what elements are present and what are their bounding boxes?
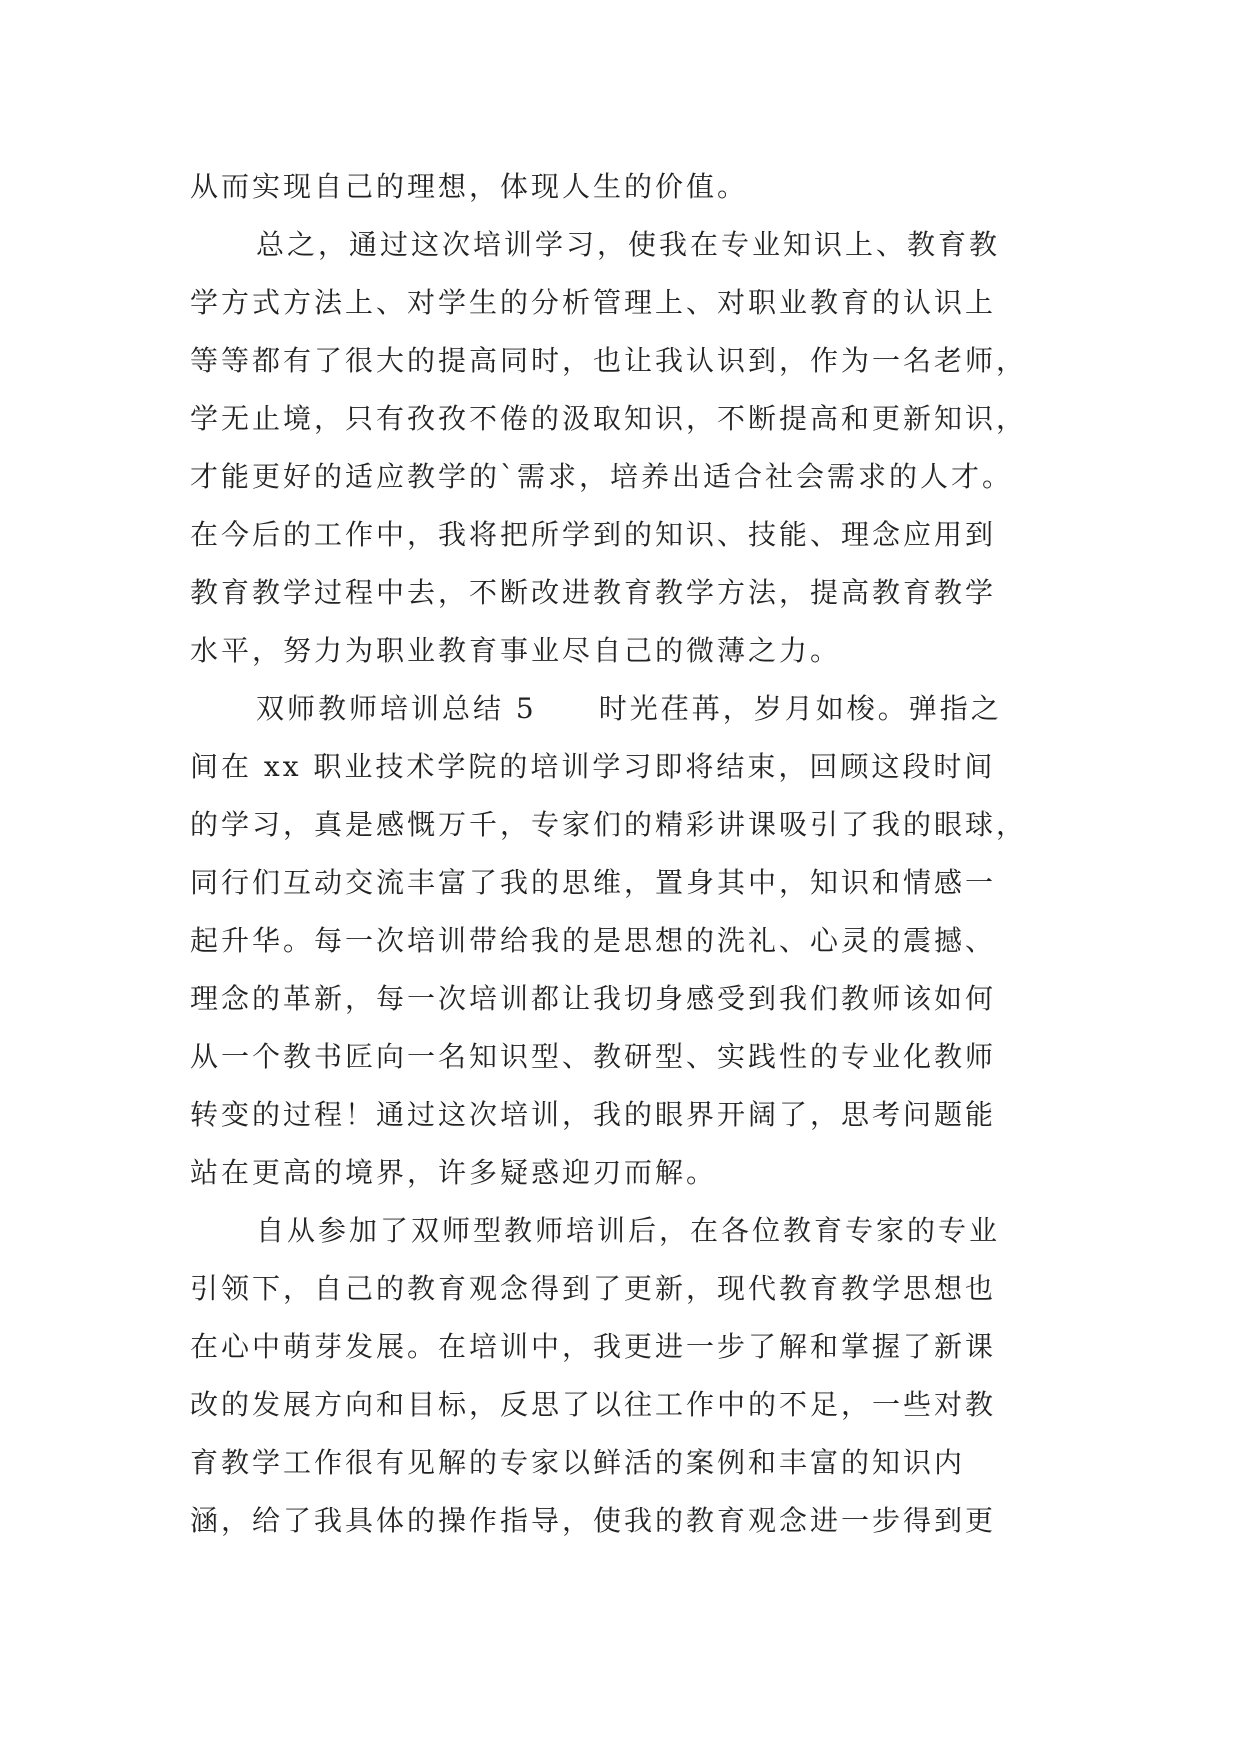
body-text	[190, 158, 1070, 1550]
text-line: 从一个教书匠向一名知识型、教研型、实践性的专业化教师	[190, 1040, 997, 1073]
text-line: 间在 xx 职业技术学院的培训学习即将结束，回顾这段时间	[190, 750, 996, 783]
text-line: 站在更高的境界，许多疑惑迎刃而解。	[190, 1156, 718, 1189]
text-line: 涵，给了我具体的操作指导，使我的教育观念进一步得到更	[190, 1504, 997, 1537]
text-line: 同行们互动交流丰富了我的思维，置身其中，知识和情感一	[190, 866, 997, 899]
text-line: 在心中萌芽发展。在培训中，我更进一步了解和掌握了新课	[190, 1330, 997, 1363]
paragraph-start-line: 总之，通过这次培训学习，使我在专业知识上、教育教	[256, 228, 1001, 261]
text-line: 在今后的工作中，我将把所学到的知识、技能、理念应用到	[190, 518, 997, 551]
text-line: 等等都有了很大的提高同时，也让我认识到，作为一名老师，	[190, 344, 1028, 377]
text-line: 育教学工作很有见解的专家以鲜活的案例和丰富的知识内	[190, 1446, 966, 1479]
text-line: 起升华。每一次培训带给我的是思想的洗礼、心灵的震撼、	[190, 924, 997, 957]
text-line: 从而实现自己的理想，体现人生的价值。	[190, 170, 749, 203]
text-line: 转变的过程！通过这次培训，我的眼界开阔了，思考问题能	[190, 1098, 997, 1131]
text-line: 的学习，真是感慨万千，专家们的精彩讲课吸引了我的眼球，	[190, 808, 1028, 841]
text-line: 引领下，自己的教育观念得到了更新，现代教育教学思想也	[190, 1272, 997, 1305]
text-line: 理念的革新，每一次培训都让我切身感受到我们教师该如何	[190, 982, 997, 1015]
text-line: 学无止境，只有孜孜不倦的汲取知识，不断提高和更新知识，	[190, 402, 1028, 435]
text-line: 水平，努力为职业教育事业尽自己的微薄之力。	[190, 634, 842, 667]
text-line: 才能更好的适应教学的`需求，培养出适合社会需求的人才。	[190, 460, 1014, 493]
paragraph-start-line: 自从参加了双师型教师培训后，在各位教育专家的专业	[256, 1214, 1001, 1247]
text-line: 改的发展方向和目标，反思了以往工作中的不足，一些对教	[190, 1388, 997, 1421]
text-line: 教育教学过程中去，不断改进教育教学方法，提高教育教学	[190, 576, 997, 609]
section-heading-line: 双师教师培训总结 5 时光荏苒，岁月如梭。弹指之	[256, 692, 1002, 725]
text-line: 学方式方法上、对学生的分析管理上、对职业教育的认识上	[190, 286, 997, 319]
